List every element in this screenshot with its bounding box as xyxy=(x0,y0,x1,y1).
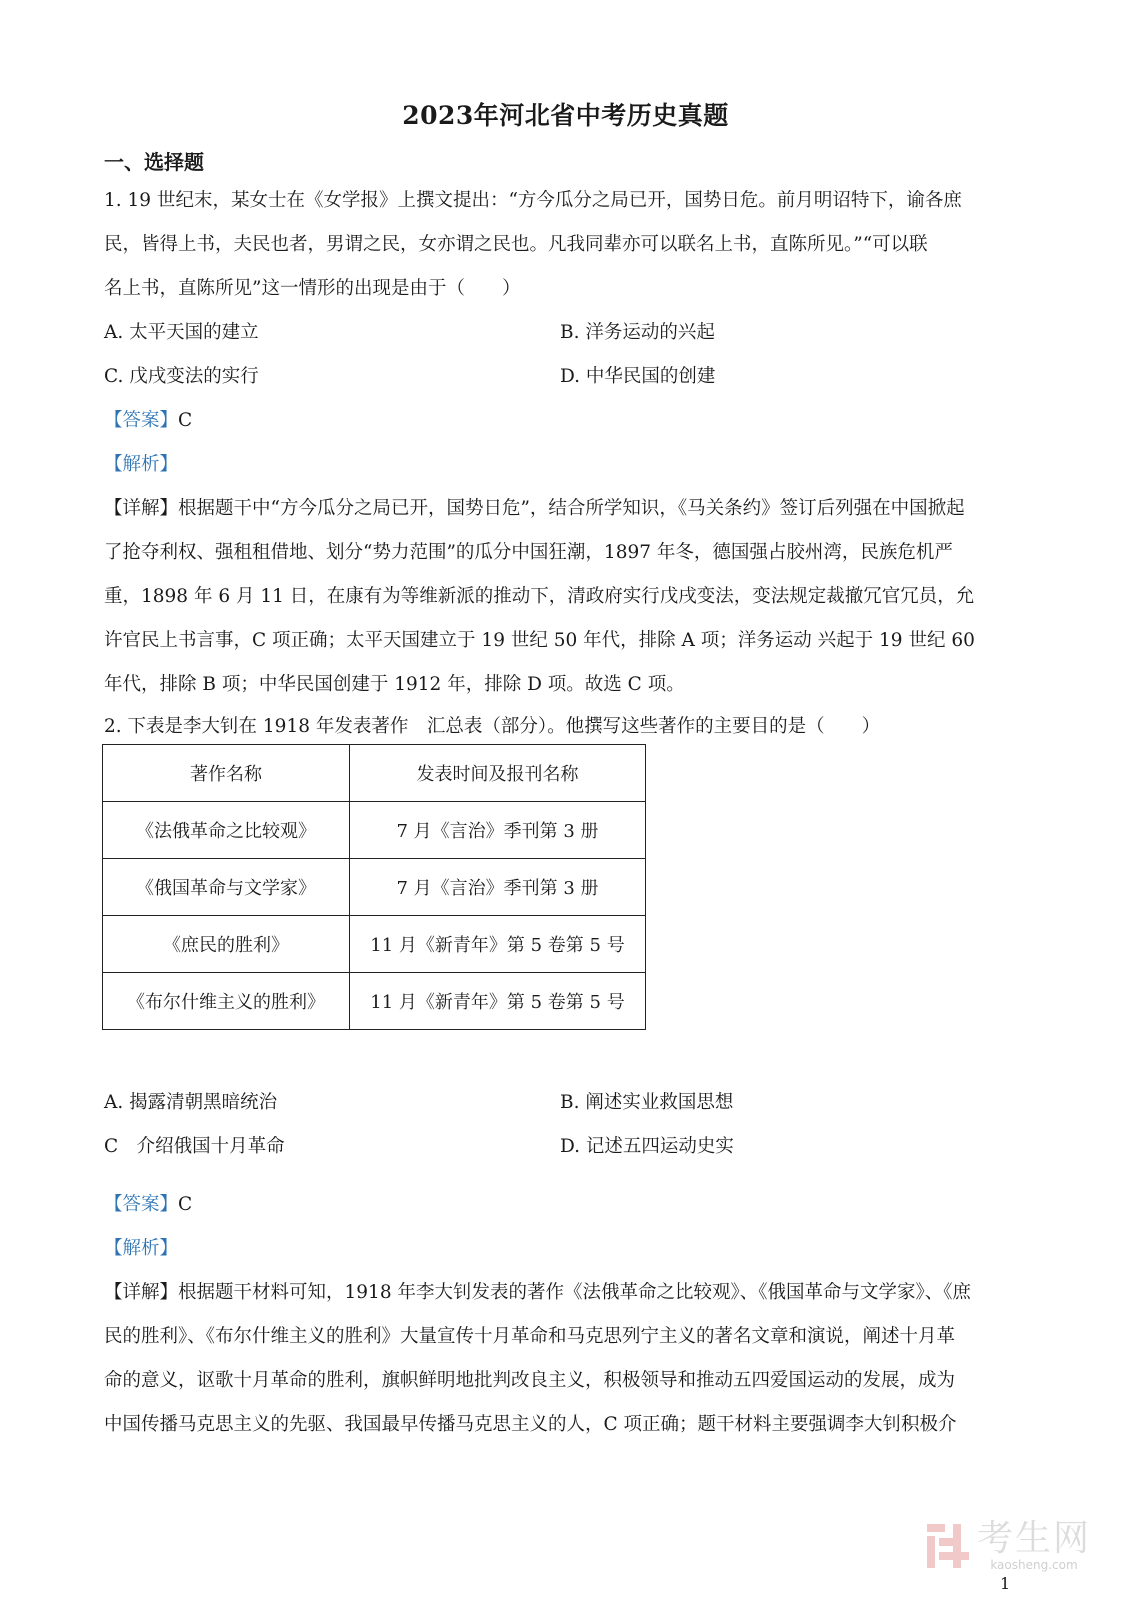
table-cell: 《庶民的胜利》 xyxy=(103,916,350,973)
answer-label: 【答案】 xyxy=(104,410,179,431)
q1-detail-line: 许官民上书言事，C 项正确；太平天国建立于 19 世纪 50 年代，排除 A 项；洋务运动 兴起于 19 世纪 60 xyxy=(104,630,975,651)
table-cell: 《俄国革命与文学家》 xyxy=(103,859,350,916)
works-table xyxy=(102,744,646,1030)
table-cell: 《法俄革命之比较观》 xyxy=(103,802,350,859)
answer-label: 【答案】 xyxy=(104,1194,179,1215)
q1-detail-line: 年代，排除 B 项；中华民国创建于 1912 年，排除 D 项。故选 C 项。 xyxy=(104,674,685,695)
table-row xyxy=(103,916,646,973)
table-header-row xyxy=(103,745,646,802)
q2-option-b: B. 阐述实业救国思想 xyxy=(560,1092,734,1113)
q1-stem-line: 名上书，直陈所见”这一情形的出现是由于（ ） xyxy=(104,278,521,299)
watermark-logo-icon xyxy=(927,1524,971,1568)
page-number: 1 xyxy=(1000,1574,1011,1593)
q2-detail-line: 命的意义，讴歌十月革命的胜利，旗帜鲜明地批判改良主义，积极领导和推动五四爱国运动的发展，成为 xyxy=(104,1370,956,1391)
q1-stem-line: 1. 19 世纪末，某女士在《女学报》上撰文提出：“方今瓜分之局已开，国势日危。前月明诏特下，谕各庶 xyxy=(104,190,962,211)
watermark-url: kaosheng.com xyxy=(990,1558,1078,1572)
q2-answer xyxy=(104,1190,192,1216)
q1-option-d: D. 中华民国的创建 xyxy=(560,366,716,387)
table-row xyxy=(103,859,646,916)
table-row xyxy=(103,802,646,859)
table-cell: 《布尔什维主义的胜利》 xyxy=(103,973,350,1030)
q1-option-c: C. 戊戌变法的实行 xyxy=(104,366,259,387)
q1-analysis-label: 【解析】 xyxy=(104,454,179,475)
page-title: 2023年河北省中考历史真题 xyxy=(402,101,729,130)
q1-option-b: B. 洋务运动的兴起 xyxy=(560,322,715,343)
answer-value: C xyxy=(178,1194,193,1215)
table-cell: 7 月《言治》季刊第 3 册 xyxy=(350,802,646,859)
q1-answer xyxy=(104,406,192,432)
q2-detail-line xyxy=(104,1278,971,1304)
table-cell: 11 月《新青年》第 5 卷第 5 号 xyxy=(350,916,646,973)
detail-label: 【详解】 xyxy=(104,498,179,519)
table-cell: 11 月《新青年》第 5 卷第 5 号 xyxy=(350,973,646,1030)
q2-detail-line: 民的胜利》、《布尔什维主义的胜利》大量宣传十月革命和马克思列宁主义的著名文章和演说，阐述十月革 xyxy=(104,1326,956,1347)
table-cell: 7 月《言治》季刊第 3 册 xyxy=(350,859,646,916)
answer-value: C xyxy=(178,410,193,431)
watermark xyxy=(927,1520,1091,1572)
q2-analysis-label: 【解析】 xyxy=(104,1238,179,1259)
detail-text: 根据题干材料可知，1918 年李大钊发表的著作《法俄革命之比较观》、《俄国革命与文学家》、《庶 xyxy=(178,1282,971,1303)
watermark-name: 考生网 xyxy=(976,1518,1091,1559)
detail-text: 根据题干中“方今瓜分之局已开，国势日危”，结合所学知识，《马关条约》签订后列强在中国掀起 xyxy=(178,498,965,519)
q2-option-c: C 介绍俄国十月革命 xyxy=(104,1136,285,1157)
q2-option-a: A. 揭露清朝黑暗统治 xyxy=(104,1092,278,1113)
table-header: 发表时间及报刊名称 xyxy=(350,745,646,802)
table-header: 著作名称 xyxy=(103,745,350,802)
q2-detail-line: 中国传播马克思主义的先驱、我国最早传播马克思主义的人，C 项正确；题干材料主要强调李大钊积极介 xyxy=(104,1414,957,1435)
q1-detail-line: 重，1898 年 6 月 11 日，在康有为等维新派的推动下，清政府实行戊戌变法，变法规定裁撤冗官冗员，允 xyxy=(104,586,975,607)
q1-stem-line: 民，皆得上书，夫民也者，男谓之民，女亦谓之民也。凡我同辈亦可以联名上书，直陈所见。”“可以联 xyxy=(104,234,928,255)
q1-detail-line: 了抢夺利权、强租租借地、划分“势力范围”的瓜分中国狂潮，1897 年冬，德国强占胶州湾，民族危机严 xyxy=(104,542,953,563)
q1-option-a: A. 太平天国的建立 xyxy=(104,322,259,343)
q2-option-d: D. 记述五四运动史实 xyxy=(560,1136,734,1157)
q1-detail-line xyxy=(104,494,965,520)
table-row xyxy=(103,973,646,1030)
detail-label: 【详解】 xyxy=(104,1282,179,1303)
q2-stem: 2. 下表是李大钊在 1918 年发表著作 汇总表（部分）。他撰写这些著作的主要目的是（ ） xyxy=(104,716,881,737)
section-heading: 一、选择题 xyxy=(104,150,204,174)
